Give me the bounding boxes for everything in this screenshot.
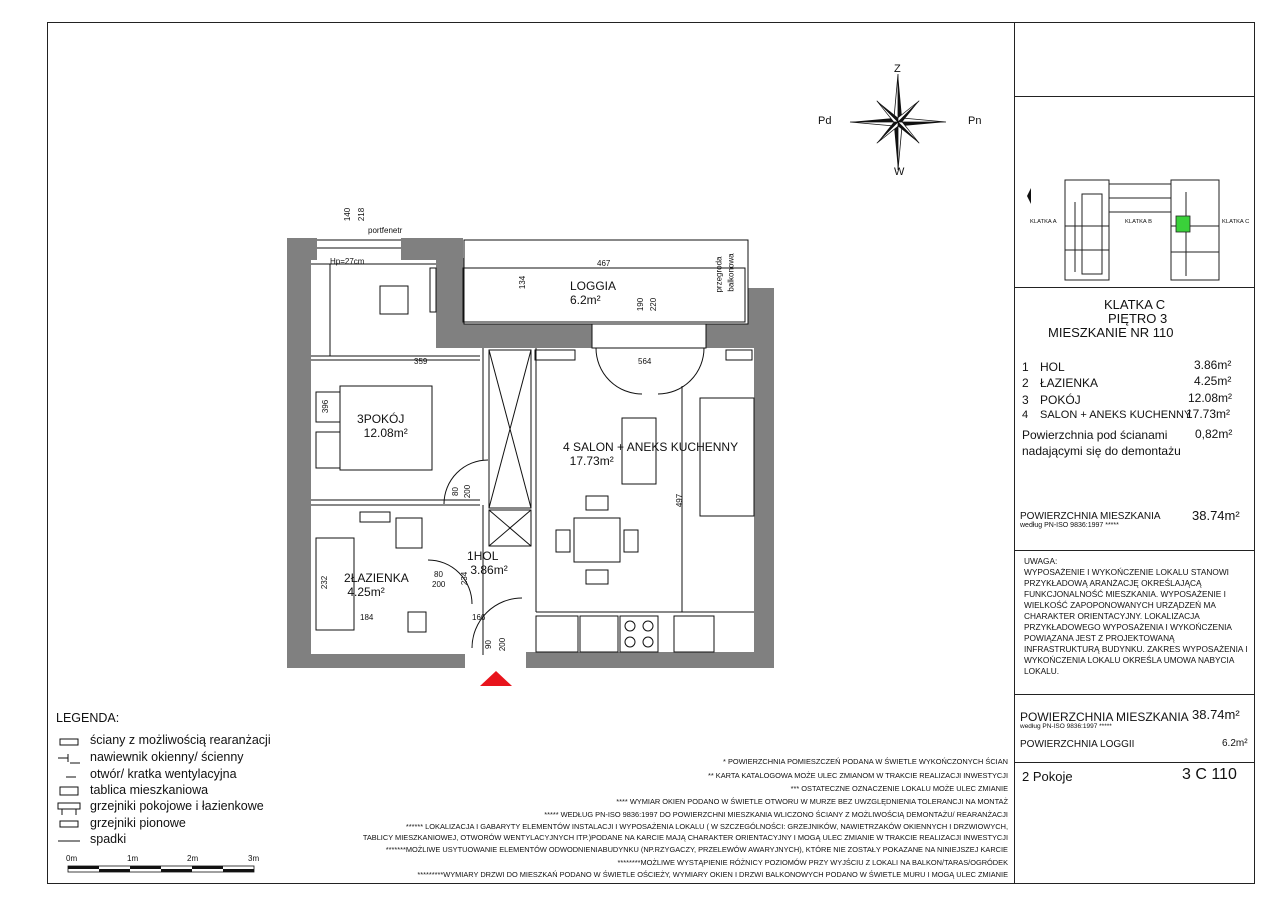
dim: 134 xyxy=(518,275,528,290)
keyplan-label: KLATKA A xyxy=(1030,219,1057,225)
legend-item: tablica mieszkaniowa xyxy=(90,783,209,797)
scale-label: 1m xyxy=(127,854,139,863)
footnote: *** OSTATECZNE OZNACZENIE LOKALU MOŻE ULEC ZMIANIE xyxy=(790,784,1008,793)
dim: 467 xyxy=(597,259,611,268)
loggia-label: POWIERZCHNIA LOGGII xyxy=(1020,739,1135,750)
footnote: ****** LOKALIZACJA I GABARYTY ELEMENTÓW INSTALACJI I WYPOSAŻENIA LOKALU ( W SZCZEGÓLNOŚCI: GRZEJNIKÓW, NAWIETRZAKÓW OKIENNYCH I DRZWIOWYCH, xyxy=(405,822,1008,831)
divider xyxy=(1014,550,1255,551)
area-label: POWIERZCHNIA MIESZKANIA xyxy=(1020,710,1189,724)
demolition-label: nadającymi się do demontażu xyxy=(1022,444,1181,458)
dim: 200 xyxy=(432,580,446,589)
room-row-num: 1 xyxy=(1022,360,1029,374)
dim: 232 xyxy=(320,575,330,590)
mieszkanie-label: MIESZKANIE NR 110 xyxy=(1048,325,1174,340)
dim: 200 xyxy=(498,637,508,652)
footnote: ** KARTA KATALOGOWA MOŻE ULEC ZMIANOM W TRAKCIE REALIZACJI INWESTYCJI xyxy=(707,771,1008,780)
footnote: ***** WEDŁUG PN-ISO 9836:1997 DO POWIERZCHNI MIESZKANIA WLICZONO ŚCIANY Z MOŻLIWOŚCIĄ DEMONTAŻU/ REARANŻACJI xyxy=(544,810,1008,819)
legend-item: grzejniki pokojowe i łazienkowe xyxy=(90,799,264,813)
room-row-name: POKÓJ xyxy=(1040,393,1081,407)
footnote: TABLICY MIESZKANIOWEJ, OTWORÓW WENTYLACYJNYCH ITP.)PODANE NA KARCIE MAJĄ CHARAKTER ORIENTACYJNY I MOGĄ ULEC ZMIANIE W TRAKCIE REALIZACJI INWESTYCJI xyxy=(362,833,1008,842)
dim: 564 xyxy=(638,357,652,366)
dim: 234 xyxy=(460,571,470,586)
dim: 190 xyxy=(636,297,646,312)
room-row-area: 3.86m² xyxy=(1194,358,1232,372)
room-row-num: 2 xyxy=(1022,376,1029,390)
pietro-label: PIĘTRO 3 xyxy=(1108,311,1168,326)
keyplan-label: KLATKA C xyxy=(1222,219,1250,225)
room-count: 2 Pokoje xyxy=(1022,769,1073,784)
footnote: *******MOŻLIWE USYTUOWANIE ELEMENTÓW ODWODNIENIABUDYNKU (NP.RZYGACZY, PRZELEWÓW AWARYJNYCH), KTÓRE NIE ZOSTAŁY POKAZANE NA NINIEJSZEJ KARCIE xyxy=(385,845,1008,854)
room-row-name: ŁAZIENKA xyxy=(1040,376,1099,390)
partition-label: balkonowa xyxy=(726,253,736,292)
dim: 140 xyxy=(343,207,353,222)
hp-label: Hp=27cm xyxy=(330,257,365,266)
divider xyxy=(1014,762,1255,763)
entrance-marker xyxy=(480,671,512,686)
scale-label: 3m xyxy=(248,854,260,863)
room-row-name: HOL xyxy=(1040,360,1065,374)
scale-label: 0m xyxy=(66,854,78,863)
area-value: 38.74m² xyxy=(1192,707,1240,722)
room-loggia: LOGGIA 6.2m² xyxy=(570,279,617,307)
dim: 218 xyxy=(357,207,367,222)
divider xyxy=(1014,287,1255,288)
area-label: POWIERZCHNIA MIESZKANIA xyxy=(1020,511,1161,522)
compass-w: Pd xyxy=(818,115,832,127)
room-row-name: SALON + ANEKS KUCHENNY xyxy=(1040,409,1192,421)
dim: 80 xyxy=(434,570,443,579)
legend-item: grzejniki pionowe xyxy=(90,816,186,830)
room-hol: 1HOL 3.86m² xyxy=(467,549,508,577)
dim: 497 xyxy=(675,493,685,508)
room-row-area: 4.25m² xyxy=(1194,374,1232,388)
footnote: * POWIERZCHNIA POMIESZCZEŃ PODANA W ŚWIETLE WYKOŃCZONYCH ŚCIAN xyxy=(723,757,1008,766)
dim: 359 xyxy=(414,357,428,366)
legend-item: otwór/ kratka wentylacyjna xyxy=(90,767,237,781)
demolition-area: 0,82m² xyxy=(1195,427,1233,441)
area-sub: według PN-ISO 9836:1997 ***** xyxy=(1020,723,1112,730)
dim: 220 xyxy=(649,297,659,312)
legend-symbols xyxy=(56,733,88,863)
divider xyxy=(1014,694,1255,695)
dim: 80 xyxy=(450,487,460,496)
area-sub: według PN-ISO 9836:1997 ***** xyxy=(1020,522,1119,529)
footnote: ********MOŻLIWE WYSTĄPIENIE RÓŻNICY POZIOMÓW PRZY WYJŚCIU Z LOKALI NA BALKON/TARAS/OGRÓDEK xyxy=(617,858,1008,867)
unit-code: 3 C 110 xyxy=(1182,766,1237,783)
room-row-num: 4 xyxy=(1022,409,1029,421)
keyplan-label: KLATKA B xyxy=(1125,219,1152,225)
footnote: *********WYMIARY DRZWI DO MIESZKAŃ PODANO W ŚWIETLE OŚCIEŻY, WYMIARY OKIEN I DRZWI BALKONOWYCH PODANO W ŚWIETLE MURU I MOGĄ ULEC ZMIANIE xyxy=(417,870,1008,879)
dim: 396 xyxy=(321,399,331,414)
legend-title: LEGENDA: xyxy=(56,711,120,725)
compass-s: W xyxy=(894,166,905,178)
highlight-unit xyxy=(1176,216,1190,232)
klatka-label: KLATKA C xyxy=(1104,297,1166,312)
legend-item: spadki xyxy=(90,832,127,846)
room-salon: 4 SALON + ANEKS KUCHENNY 17.73m² xyxy=(563,440,739,468)
demolition-label: Powierzchnia pod ścianami xyxy=(1022,428,1168,442)
footnote: **** WYMIAR OKIEN PODANO W ŚWIETLE OTWORU W MURZE BEZ UWZGLĘDNIENIA TOLERANCJI NA MONTAŻ xyxy=(616,797,1008,806)
dim: 90 xyxy=(483,640,493,649)
scale-bar xyxy=(66,864,266,876)
divider xyxy=(1014,96,1255,97)
dim: 184 xyxy=(360,613,374,622)
room-lazienka: 2ŁAZIENKA 4.25m² xyxy=(344,571,409,599)
note-title: UWAGA: xyxy=(1024,556,1058,566)
room-row-area: 17.73m² xyxy=(1186,407,1231,421)
room-row-area: 12.08m² xyxy=(1188,391,1233,405)
legend-item: nawiewnik okienny/ ścienny xyxy=(90,750,244,764)
partition-label: przegroda xyxy=(714,256,724,293)
area-value: 38.74m² xyxy=(1192,508,1240,523)
room-row-num: 3 xyxy=(1022,393,1029,407)
legend-item: ściany z możliwością rearanżacji xyxy=(90,733,271,747)
scale-label: 2m xyxy=(187,854,199,863)
note-text: WYPOSAŻENIE I WYKOŃCZENIE LOKALU STANOWI PRZYKŁADOWĄ ARANŻACJĘ OKREŚLAJĄCĄ FUNKCJONALNOŚĆ MIESZKANIA. WYPOSAŻENIE I WIELKOŚĆ ZAPOPONOWANYCH URZĄDZEŃ MA CHARAKTER ORIENTACYJNY. LOKALIZACJA PRZYKŁADOWEGO WYPOSAŻENIA I WYKOŃCZENIA POWIĄZANA JEST Z PROJEKTOWANĄ INFRASTRUKTURĄ BUDYNKU. ZAKRES WYPOSAŻENIA I WYKOŃCZENIA LOKALU OKREŚLA UMOWA NABYCIA LOKALU. xyxy=(1024,567,1248,676)
dim: 200 xyxy=(463,484,473,499)
window-label: portfenetr xyxy=(368,226,403,235)
loggia-value: 6.2m² xyxy=(1222,738,1248,749)
compass-e: Pn xyxy=(968,115,982,127)
key-plan xyxy=(1020,172,1252,284)
compass-n: Z xyxy=(894,63,901,75)
dim: 166 xyxy=(472,613,486,622)
room-pokoj: 3POKÓJ 12.08m² xyxy=(357,412,408,440)
